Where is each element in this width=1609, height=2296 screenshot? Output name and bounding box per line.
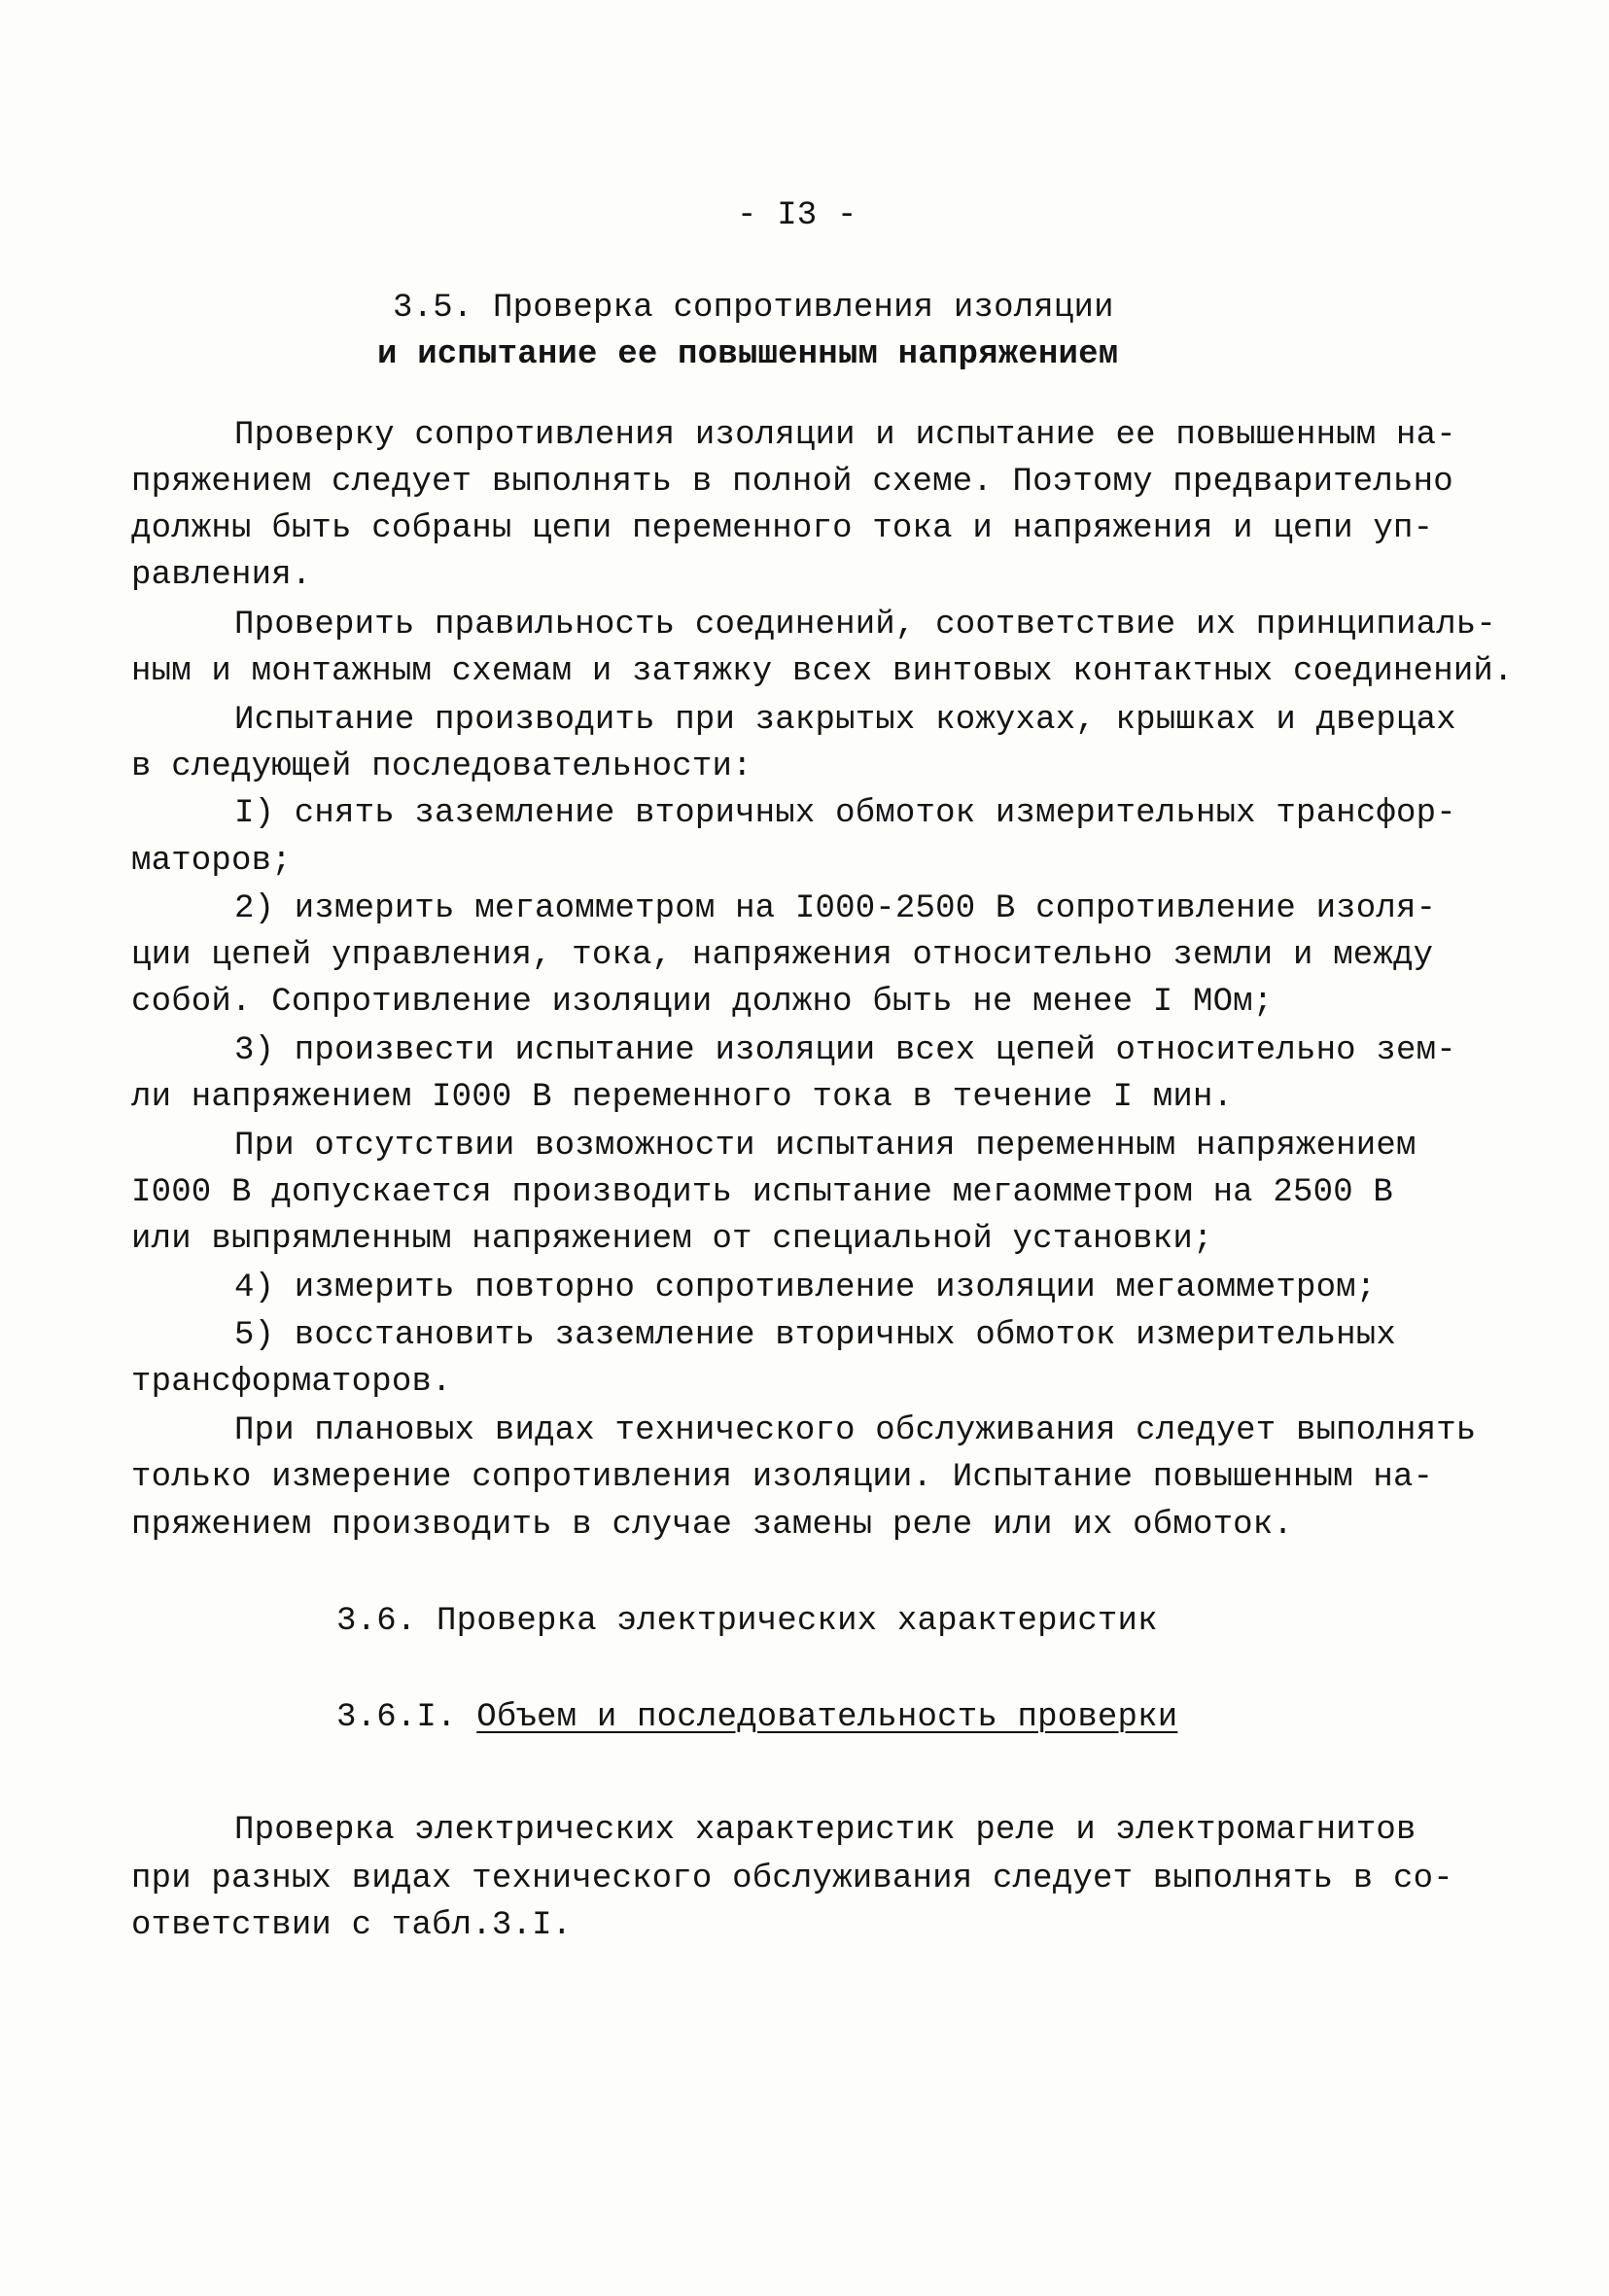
paragraph-line: или выпрямленным напряжением от специальной установки;	[131, 1221, 1213, 1258]
paragraph-line: При отсутствии возможности испытания переменным напряжением	[234, 1128, 1417, 1165]
section-3-6-1-number: 3.6.I.	[336, 1699, 457, 1736]
list-item-2: 2) измерить мегаомметром на I000-2500 В сопротивление изоля-	[234, 890, 1437, 927]
section-3-5-title-line-2: и испытание ее повышенным напряжением	[377, 336, 1119, 373]
list-item-3: 3) произвести испытание изоляции всех цепей относительно зем-	[234, 1032, 1456, 1069]
list-item-5-continued: трансформаторов.	[131, 1364, 452, 1401]
list-item-1: I) снять заземление вторичных обмоток измерительных трансфор-	[234, 795, 1456, 832]
paragraph-line: I000 В допускается производить испытание мегаомметром на 2500 В	[131, 1174, 1394, 1211]
paragraph-line: только измерение сопротивления изоляции. Испытание повышенным на-	[131, 1459, 1434, 1496]
paragraph-line: равления.	[131, 557, 312, 594]
list-item-2-continued: ции цепей управления, тока, напряжения относительно земли и между	[131, 937, 1434, 974]
paragraph-line: при разных видах технического обслуживания следует выполнять в со-	[131, 1861, 1453, 1897]
section-3-5-title-line-1: 3.5. Проверка сопротивления изоляции	[393, 290, 1114, 327]
paragraph-line: Проверку сопротивления изоляции и испытание ее повышенным на-	[234, 417, 1456, 454]
list-item-1-continued: маторов;	[131, 843, 292, 880]
paragraph-line: Проверка электрических характеристик реле и электромагнитов	[234, 1812, 1417, 1849]
paragraph-line: пряжением производить в случае замены реле или их обмоток.	[131, 1507, 1293, 1544]
paragraph-line: в следующей последовательности:	[131, 748, 752, 785]
paragraph-line: должны быть собраны цепи переменного тока и напряжения и цепи уп-	[131, 510, 1434, 547]
paragraph-line: Проверить правильность соединений, соответствие их принципиаль-	[234, 607, 1497, 644]
paragraph-line: ным и монтажным схемам и затяжку всех винтовых контактных соединений.	[131, 653, 1514, 690]
list-item-2-continued: собой. Сопротивление изоляции должно быть не менее I МОм;	[131, 984, 1274, 1021]
section-3-6-1-heading	[336, 1698, 1177, 1737]
section-3-6-1-title: Объем и последовательность проверки	[476, 1699, 1178, 1736]
paragraph-line: пряжением следует выполнять в полной схеме. Поэтому предварительно	[131, 464, 1453, 501]
paragraph-line: При плановых видах технического обслуживания следует выполнять	[234, 1412, 1477, 1449]
list-item-3-continued: ли напряжением I000 В переменного тока в течение I мин.	[131, 1079, 1234, 1116]
page-number: - I3 -	[737, 197, 857, 234]
paragraph-line: Испытание производить при закрытых кожухах, крышках и дверцах	[234, 702, 1456, 739]
paragraph-line: ответствии с табл.3.I.	[131, 1907, 573, 1944]
list-item-4: 4) измерить повторно сопротивление изоляции мегаомметром;	[234, 1270, 1377, 1306]
section-3-6-title: 3.6. Проверка электрических характеристик	[336, 1603, 1158, 1640]
list-item-5: 5) восстановить заземление вторичных обмоток измерительных	[234, 1317, 1396, 1354]
